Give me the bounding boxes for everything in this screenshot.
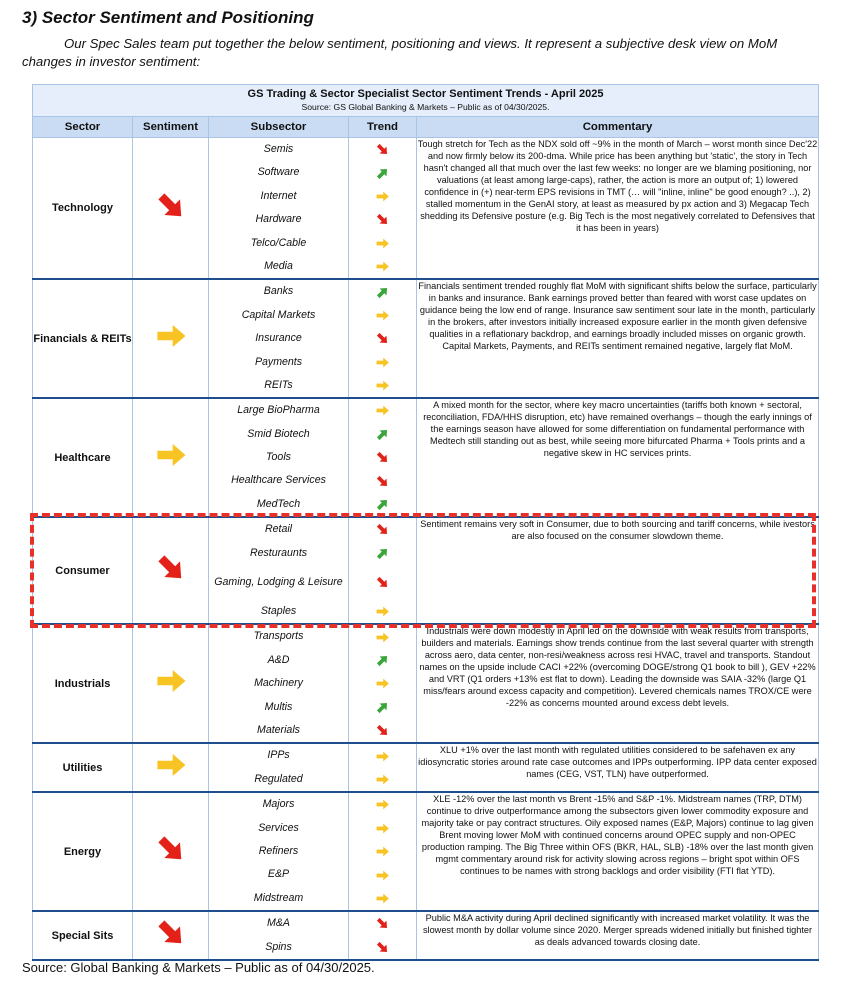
table-row [33,743,819,792]
trend-cell [349,792,417,911]
subsector-item: Spins [265,940,292,953]
header-sentiment: Sentiment [133,117,209,138]
trend-up-arrow-icon [375,700,390,715]
trend-down-arrow-icon [375,450,390,465]
sector-name: Financials & REITs [33,279,133,398]
subsector-cell [209,138,349,280]
trend-flat-arrow-icon [375,189,390,204]
trend-item [349,161,416,184]
commentary-text: A mixed month for the sector, where key macro uncertainties (tariffs both known + sectoral, reconciliation, FDA/HHS disruption, etc) have remained overhangs – though the early innings of the earnings season have allowed for some differentiation on fundamental performance with Medtech still standing out as best, while seeing more bifurcated Pharma + Tools prints and a negative skew in HC services prints. [423,400,812,459]
trend-cell [349,743,417,792]
trend-item [349,327,416,350]
sentiment-cell [133,138,209,280]
trend-up-arrow-icon [375,497,390,512]
sentiment-cell [133,279,209,398]
trend-item [349,208,416,231]
table-row [33,517,819,624]
trend-flat-arrow-icon [375,355,390,370]
commentary-text: Financials sentiment trended roughly flat MoM with significant shifts below the surface, particularly in banks and insurance. Bank earnings proved better than feared with worst case updates on guidance being the low end of range. Insurance saw sentiment sour late in the month, particularly in the brokers, after investors initially increased exposure earlier in the month given defensive qualities in a reflationary backdrop, and earnings broadly included misses on organic growth. Capital Markets, Payments, and REITs sentiment remained negative, largely flat MoM. [418,281,817,352]
sector-name: Special Sits [33,911,133,960]
sentiment-table [32,84,819,961]
trend-item [349,232,416,255]
subsector-item: Healthcare Services [231,474,326,487]
subsector-item: Tools [266,451,291,464]
commentary-cell [417,398,819,517]
trend-cell [349,911,417,960]
trend-item [349,185,416,208]
trend-down-arrow-icon [375,212,390,227]
trend-item [349,304,416,327]
commentary-text: Sentiment remains very soft in Consumer, due to both sourcing and tariff concerns, while ivestors are also focused on the consumer slowdown theme. [420,519,815,542]
trend-down-arrow-icon [375,142,390,157]
trend-item [349,138,416,161]
trend-flat-arrow-icon [375,749,390,764]
trend-item [349,672,416,695]
sentiment-down-arrow-icon [154,189,188,223]
trend-flat-arrow-icon [375,403,390,418]
commentary-text: XLE -12% over the last month vs Brent -15% and S&P -1%. Midstream names (TRP, DTM) continue to drive outperformance among the subsectors given lower commodity exposure and majority take or pay contract structures. Oily exposed names (E&P, Majors) continue to lag given Brent moving lower MoM with continued concerns around OPEC supply and non-OPEC production ramping. The Big Three within OFS (BKR, HAL, SLB) -18% over the last month given mgmt commentary around risk for activity slowing across regions – bright spot within OFS continues to be names with strong backlogs and order visibility (FTI flat YTD). [421,794,814,877]
trend-down-arrow-icon [375,331,390,346]
trend-down-arrow-icon [375,940,390,955]
sentiment-down-arrow-icon [154,916,188,950]
trend-flat-arrow-icon [375,868,390,883]
trend-up-arrow-icon [375,653,390,668]
subsector-item: Retail [264,523,293,536]
commentary-cell [417,517,819,624]
subsector-cell [209,743,349,792]
sector-name: Energy [33,792,133,911]
trend-item [349,817,416,840]
trend-item [349,542,416,565]
subsector-item: Staples [260,605,297,618]
subsector-cell [209,279,349,398]
trend-item [349,625,416,648]
subsector-item: Midstream [253,891,304,904]
trend-item [349,719,416,742]
trend-flat-arrow-icon [375,630,390,645]
subsector-item: Services [258,821,299,834]
subsector-item: Media [264,259,293,272]
trend-up-arrow-icon [375,166,390,181]
subsector-item: Materials [257,723,300,736]
trend-cell [349,138,417,280]
trend-up-arrow-icon [375,285,390,300]
sentiment-cell [133,398,209,517]
commentary-text: Tough stretch for Tech as the NDX sold off ~9% in the month of March – worst month since Dec'22 and now firmly below its 200-dma. While price has been anything but 'static', the story in Tech hasn't changed all that much over the last few weeks: no longer are we blaming positioning, nor valuations (at least among large-caps), rather, the action is more an output of; 1) lowered confidence in (+) near-term EPS revisions in TMT (… will "inline, inline" be good enough? ..), 2) stalled momentum in the GenAI story, at least as measured by px action and 3) Megacap Tech shedding its Defensive posture (e.g. Big Tech is the most negatively correlated to Defensives that it has been in years) [417,139,818,233]
trend-flat-arrow-icon [375,797,390,812]
sector-name: Healthcare [33,398,133,517]
trend-item [349,863,416,886]
trend-down-arrow-icon [375,575,390,590]
subsector-item: Capital Markets [241,308,316,321]
table-row [33,624,819,743]
trend-item [349,399,416,422]
subsector-cell [209,624,349,743]
trend-flat-arrow-icon [375,891,390,906]
table-row [33,279,819,398]
subsector-item: Majors [262,798,295,811]
sector-name: Industrials [33,624,133,743]
subsector-cell [209,792,349,911]
trend-cell [349,398,417,517]
commentary-cell [417,743,819,792]
trend-item [349,600,416,623]
subsector-item: Insurance [255,332,302,345]
trend-flat-arrow-icon [375,236,390,251]
subsector-item: Multis [264,700,293,713]
trend-flat-arrow-icon [375,844,390,859]
intro-paragraph: Our Spec Sales team put together the below sentiment, positioning and views. It represent a subjective desk view on MoM changes in investor sentiment: [22,36,778,69]
subsector-item: Regulated [254,772,303,785]
trend-item [349,649,416,672]
table-row [33,398,819,517]
header-commentary: Commentary [417,117,819,138]
sector-name: Technology [33,138,133,280]
subsector-item: Large BioPharma [237,404,320,417]
subsector-cell [209,517,349,624]
subsector-cell [209,398,349,517]
trend-down-arrow-icon [375,916,390,931]
trend-item [349,493,416,516]
subsector-item: E&P [267,868,290,881]
trend-flat-arrow-icon [375,676,390,691]
subsector-item: M&A [267,917,290,930]
trend-item [349,768,416,791]
trend-flat-arrow-icon [375,378,390,393]
subsector-item: Semis [263,143,294,155]
trend-down-arrow-icon [375,522,390,537]
table-body [33,138,819,960]
trend-cell [349,517,417,624]
trend-down-arrow-icon [375,723,390,738]
subsector-item: Payments [254,355,303,368]
header-trend: Trend [349,117,417,138]
trend-item [349,469,416,492]
trend-up-arrow-icon [375,546,390,561]
sentiment-flat-arrow-icon [154,664,188,698]
trend-item [349,793,416,816]
trend-item [349,446,416,469]
trend-item [349,912,416,935]
subsector-item: Machinery [254,677,303,690]
table-row [33,911,819,960]
table-row [33,792,819,911]
subsector-item: Transports [253,630,304,643]
sentiment-cell [133,911,209,960]
commentary-cell [417,911,819,960]
subsector-cell [209,911,349,960]
trend-item [349,255,416,278]
table-subtitle: Source: GS Global Banking & Markets – Public as of 04/30/2025. [301,101,550,112]
trend-item [349,280,416,303]
trend-flat-arrow-icon [375,308,390,323]
section-heading: 3) Sector Sentiment and Positioning [22,8,314,27]
commentary-cell [417,624,819,743]
subsector-item: Refiners [258,844,299,857]
table-title: GS Trading & Sector Specialist Sector Sentiment Trends - April 2025 [247,87,604,100]
sentiment-down-arrow-icon [154,551,188,585]
trend-item [349,696,416,719]
sentiment-flat-arrow-icon [154,438,188,472]
table-row [33,138,819,280]
header-subsector: Subsector [209,117,349,138]
commentary-text: XLU +1% over the last month with regulated utilities considered to be safehaven ex any idiosyncratic stories around rate case outcomes and IPPs outperforming. IPP data center exposed names (CEG, VST, TLN) have outperformed. [418,745,817,780]
commentary-cell [417,792,819,911]
header-sector: Sector [33,117,133,138]
trend-up-arrow-icon [375,427,390,442]
subsector-item: REITs [264,378,293,391]
commentary-cell [417,138,819,280]
trend-flat-arrow-icon [375,604,390,619]
sentiment-flat-arrow-icon [154,319,188,353]
subsector-item: MedTech [256,497,301,510]
trend-cell [349,624,417,743]
trend-item [349,840,416,863]
trend-down-arrow-icon [375,474,390,489]
sector-name: Consumer [33,517,133,624]
trend-cell [349,279,417,398]
subsector-item: A&D [267,653,290,666]
subsector-item: Gaming, Lodging & Leisure [214,575,343,588]
subsector-item: Hardware [255,213,302,226]
commentary-text: Industrials were down modestly in April led on the downside with weak results from transports, builders and materials. Earnings show trends continue from the last several quarter with strength across aero, data center, non-resi/weakness across resi HVAC, travel and transports. Standout names on the upside include CACI +22% (overcoming DOGE/strong Q1 book to bill ), GEV +22% and VRT (Q1 orders +13% est flat to down). Leading the downside was SAIA -32% (large Q1 miss/fears around excess capacity and competition). Levered chemicals names TROX/CE were -22% as concerns mounted around excess debt levels. [419,626,816,709]
sentiment-flat-arrow-icon [154,748,188,782]
footer-source: Source: Global Banking & Markets – Public as of 04/30/2025. [22,960,375,975]
trend-item [349,351,416,374]
trend-item [349,565,416,600]
sentiment-cell [133,792,209,911]
commentary-cell [417,279,819,398]
subsector-item: Software [257,166,300,179]
trend-item [349,518,416,541]
sentiment-cell [133,624,209,743]
subsector-item: Smid Biotech [247,427,310,440]
trend-item [349,936,416,959]
subsector-item: Telco/Cable [250,236,307,249]
commentary-text: Public M&A activity during April declined significantly with increased market volatility. It was the slowest month by dollar volume since 2020. Merger spreads widened initially but finished tighter as deals advanced towards closing date. [422,913,813,948]
sector-name: Utilities [33,743,133,792]
subsector-item: IPPs [267,749,290,762]
trend-item [349,423,416,446]
sentiment-down-arrow-icon [154,832,188,866]
table-title-cell [33,85,819,117]
sentiment-cell [133,743,209,792]
trend-item [349,374,416,397]
trend-flat-arrow-icon [375,772,390,787]
sentiment-cell [133,517,209,624]
trend-item [349,887,416,910]
trend-item [349,744,416,767]
subsector-item: Banks [263,285,294,298]
subsector-item: Resturaunts [249,546,308,559]
subsector-item: Internet [260,189,297,202]
trend-flat-arrow-icon [375,259,390,274]
trend-flat-arrow-icon [375,821,390,836]
